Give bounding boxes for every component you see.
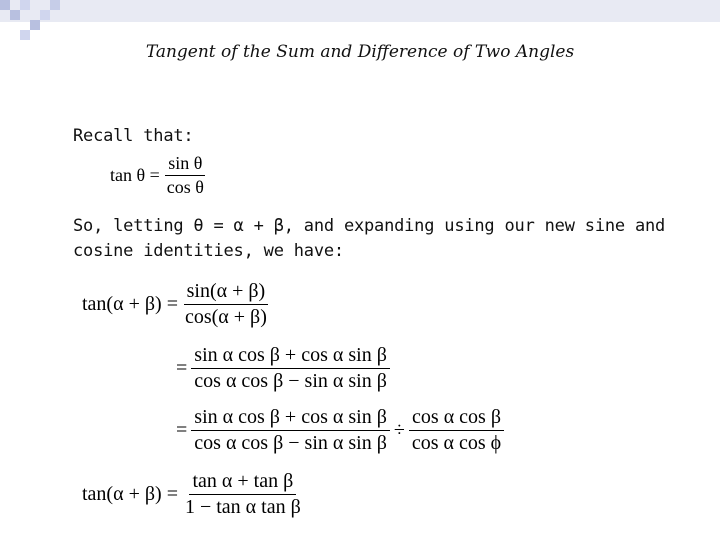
step3-formula <box>176 406 504 455</box>
step3-divisor-numerator: cos α cos β <box>409 406 504 431</box>
tan-def-denominator: cos θ <box>166 176 204 197</box>
step2-numerator: sin α cos β + cos α sin β <box>191 344 390 369</box>
tan-def-numerator: sin θ <box>165 153 205 176</box>
slide-title: Tangent of the Sum and Difference of Two Angles <box>145 42 575 62</box>
step3-equals: = <box>176 419 188 441</box>
step4-formula <box>82 470 304 519</box>
step1-numerator: sin(α + β) <box>184 280 269 305</box>
step4-numerator: tan α + tan β <box>189 470 296 495</box>
tan-definition <box>110 153 207 197</box>
step3-denominator: cos α cos β − sin α sin β <box>194 432 387 454</box>
step2-equals: = <box>176 357 188 379</box>
step3-numerator: sin α cos β + cos α sin β <box>191 406 390 431</box>
tan-def-lhs: tan θ = <box>110 164 160 185</box>
body-line-1: So, letting θ = α + β, and expanding using our new sine and <box>73 216 666 236</box>
step1-denominator: cos(α + β) <box>184 306 267 328</box>
step2-denominator: cos α cos β − sin α sin β <box>194 370 387 392</box>
step3-divide: ÷ <box>393 419 405 441</box>
recall-label: Recall that: <box>73 126 194 146</box>
step4-denominator: 1 − tan α tan β <box>184 496 301 518</box>
step2-formula <box>176 344 390 393</box>
step1-lhs: tan(α + β) = <box>82 293 178 315</box>
step1-formula <box>82 280 270 329</box>
step3-divisor-denominator: cos α cos ϕ <box>411 432 502 454</box>
body-line-2: cosine identities, we have: <box>73 241 344 261</box>
step4-lhs: tan(α + β) = <box>82 483 178 505</box>
